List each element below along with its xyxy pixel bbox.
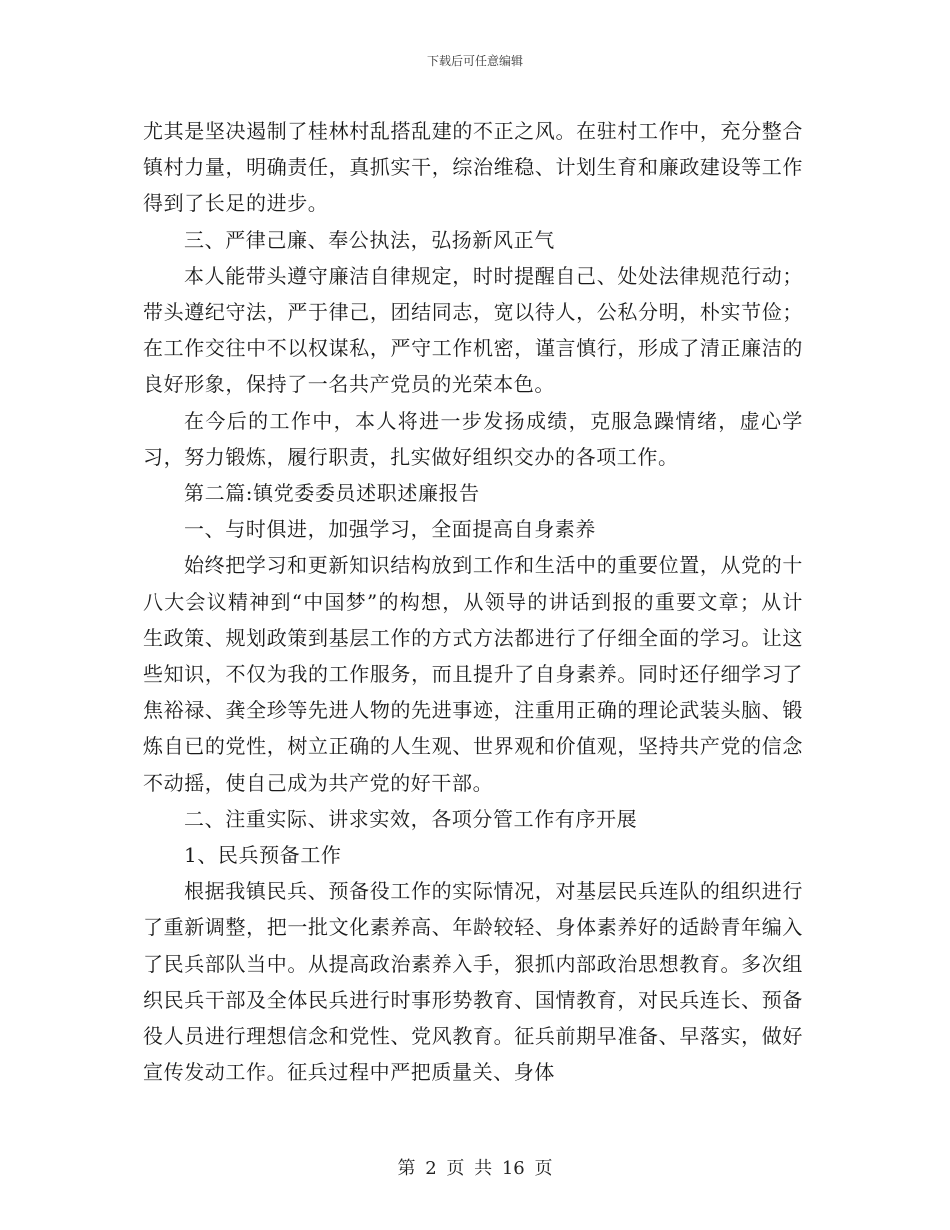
paragraph-continued: 尤其是坚决遏制了桂林村乱搭乱建的不正之风。在驻村工作中，充分整合镇村力量，明确责任，真抓实干，综治维稳、计划生育和廉政建设等工作得到了长足的进步。 xyxy=(143,119,803,216)
section-heading-2: 二、注重实际、讲求实效，各项分管工作有序开展 xyxy=(184,806,638,831)
section-heading-3: 三、严律己廉、奉公执法，弘扬新风正气 xyxy=(184,227,555,252)
paragraph: 根据我镇民兵、预备役工作的实际情况，对基层民兵连队的组织进行了重新调整，把一批文化素养高、年龄较轻、身体素养好的适龄青年编入了民兵部队当中。从提高政治素养入手，狠抓内部政治思想教育。多次组织民兵干部及全体民兵进行时事形势教育、国情教育，对民兵连长、预备役人员进行理想信念和党性、党风教育。征兵前期早准备、早落实，做好宣传发动工作。征兵过程中严把质量关、身体 xyxy=(143,879,803,1085)
section-heading-1: 一、与时俱进，加强学习，全面提高自身素养 xyxy=(184,517,596,542)
page-number-footer: 第 2 页 共 16 页 xyxy=(397,1158,553,1179)
page-header-note: 下载后可任意编辑 xyxy=(426,54,523,68)
chapter-title: 第二篇:镇党委委员述职述廉报告 xyxy=(184,481,480,506)
subsection-heading: 1、民兵预备工作 xyxy=(184,843,342,868)
document-body xyxy=(143,113,803,1090)
paragraph: 本人能带头遵守廉洁自律规定，时时提醒自己、处处法律规范行动；带头遵纪守法，严于律己，团结同志，宽以待人，公私分明，朴实节俭；在工作交往中不以权谋私，严守工作机密，谨言慎行，形成了清正廉洁的良好形象，保持了一名共产党员的光荣本色。 xyxy=(143,263,803,397)
paragraph: 在今后的工作中，本人将进一步发扬成绩，克服急躁情绪，虚心学习，努力锻炼，履行职责，扎实做好组织交办的各项工作。 xyxy=(143,408,803,469)
paragraph: 始终把学习和更新知识结构放到工作和生活中的重要位置，从党的十八大会议精神到“中国梦”的构想，从领导的讲话到报的重要文章；从计生政策、规划政策到基层工作的方式方法都进行了仔细全面的学习。让这些知识，不仅为我的工作服务，而且提升了自身素养。同时还仔细学习了焦裕禄、龚全珍等先进人物的先进事迹，注重用正确的理论武装头脑、锻炼自已的党性，树立正确的人生观、世界观和价值观，坚持共产党的信念不动摇，使自己成为共产党的好干部。 xyxy=(143,553,803,795)
